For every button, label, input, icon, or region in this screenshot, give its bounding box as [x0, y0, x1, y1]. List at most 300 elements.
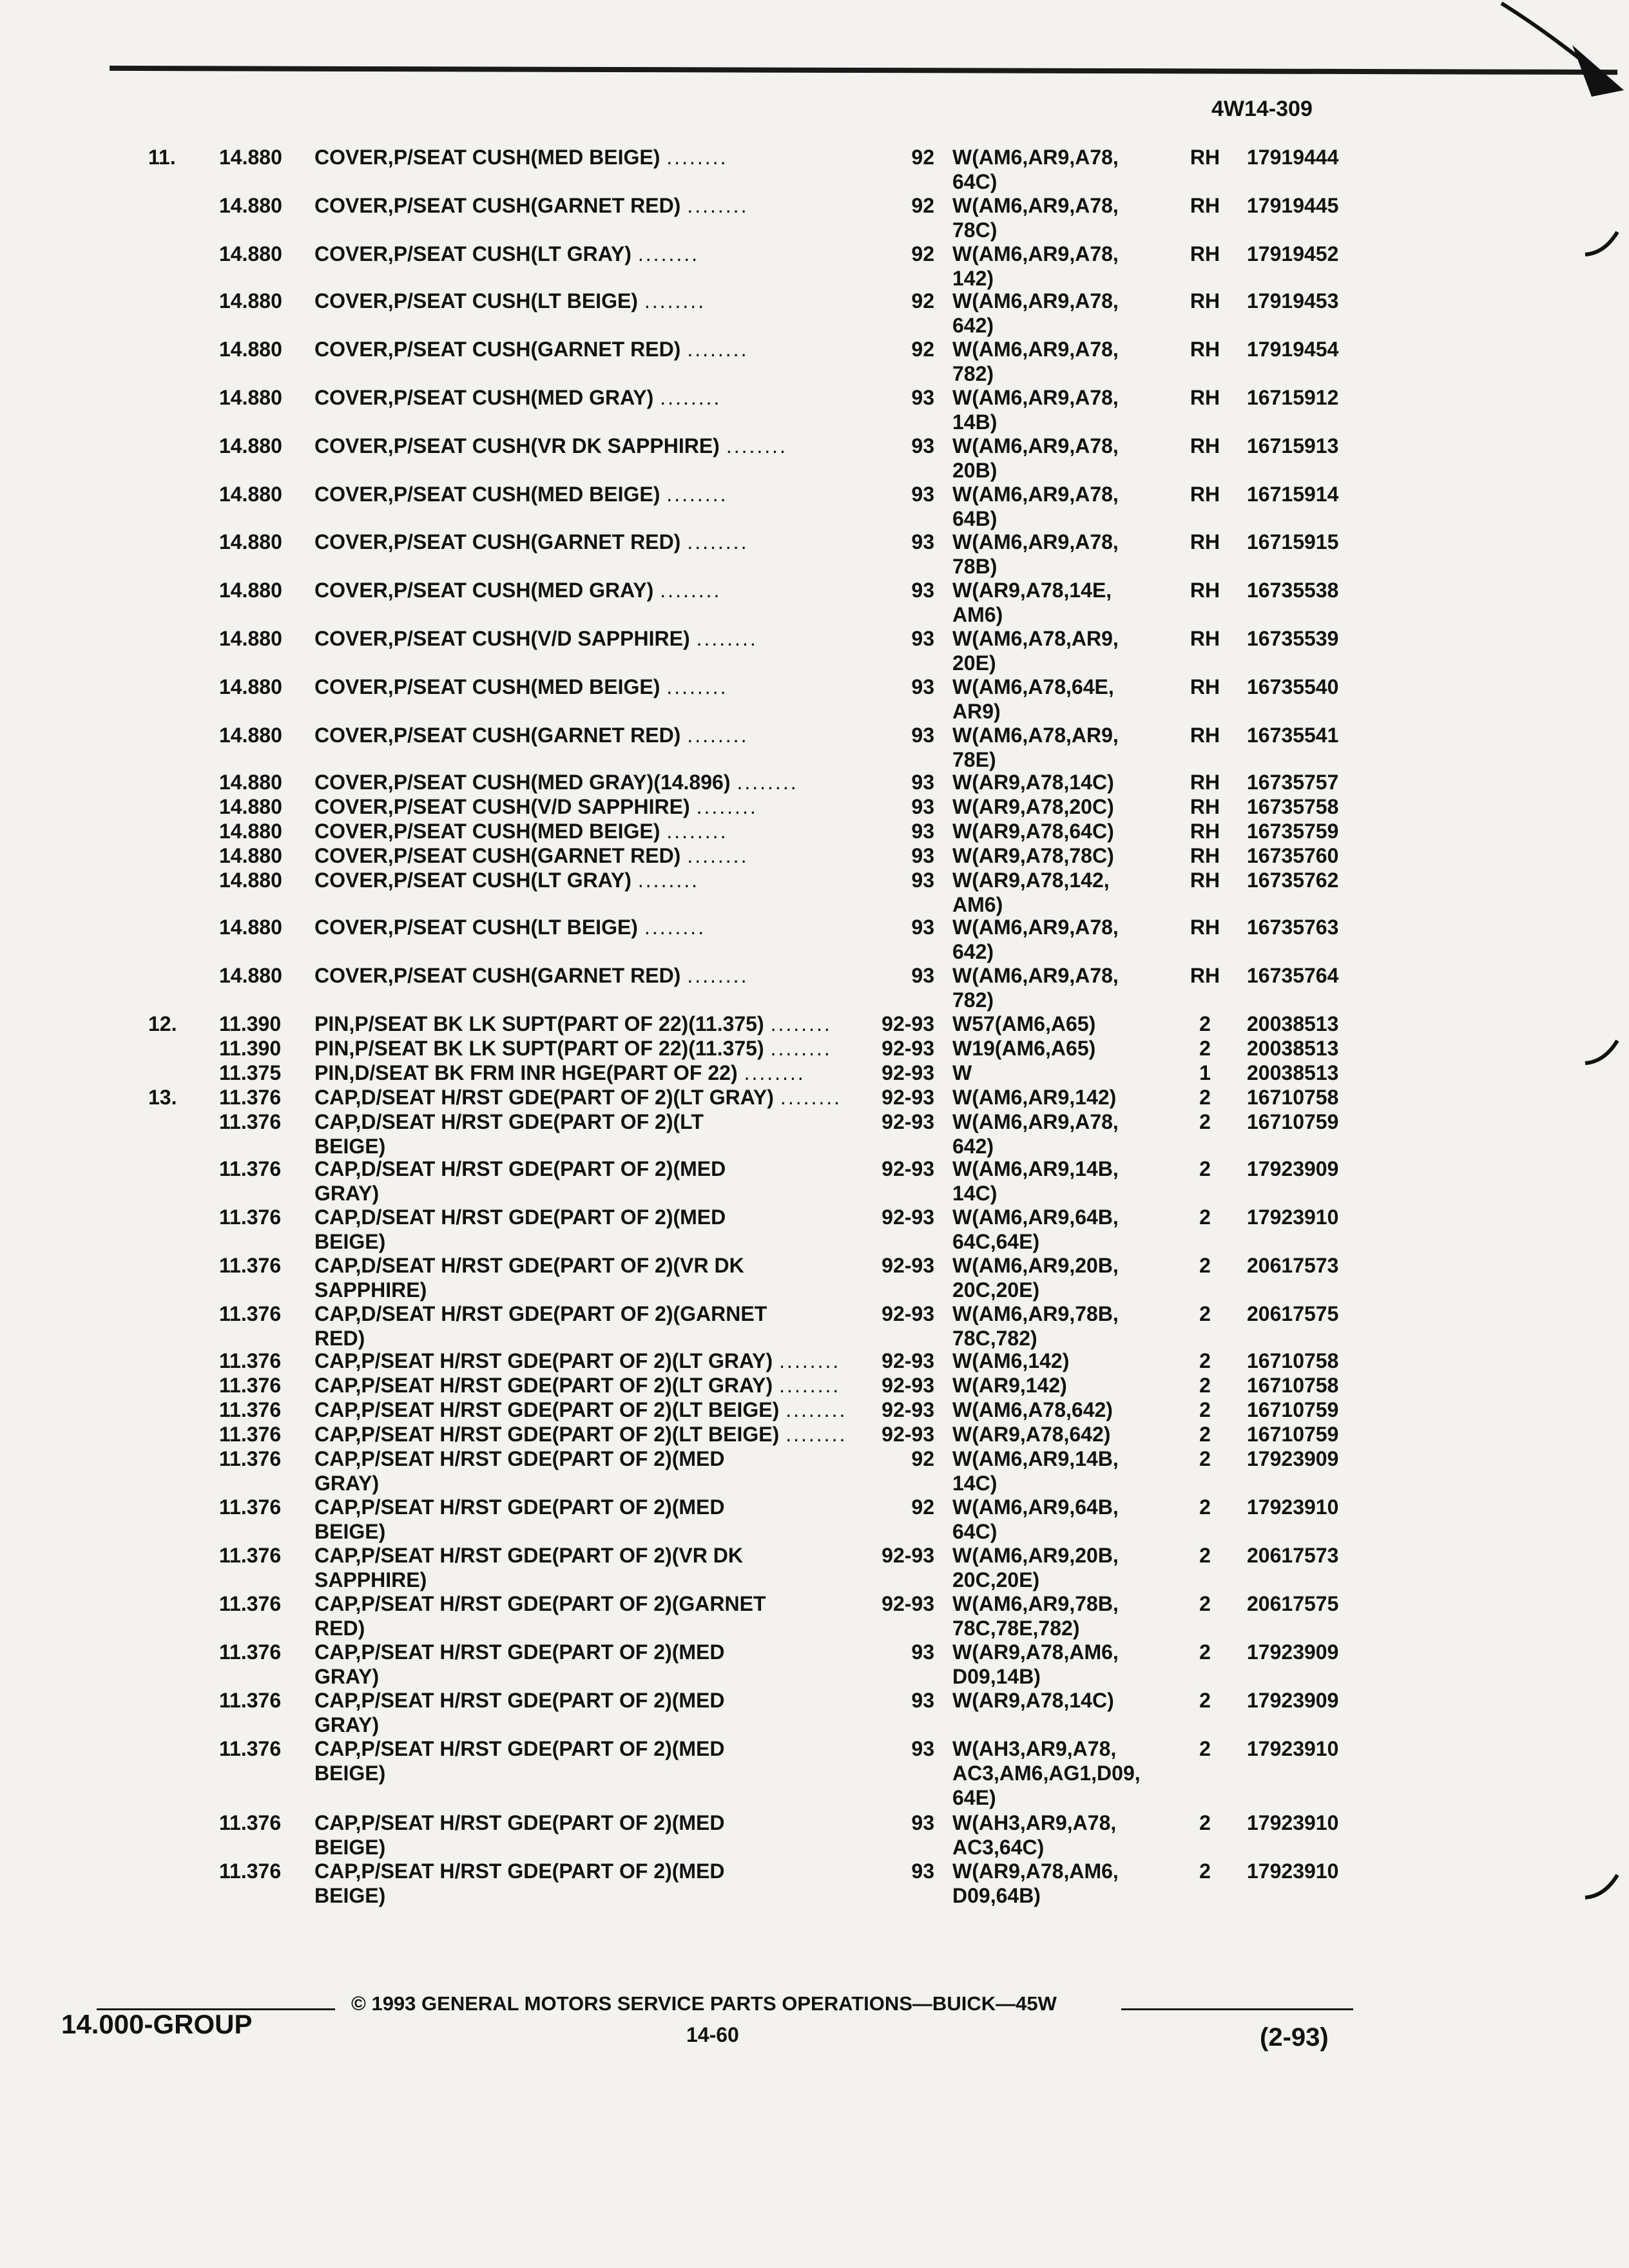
part-description: [314, 770, 798, 794]
application-line: W(AH3,AR9,A78,: [952, 1737, 1117, 1760]
application-line: W(AM6,AR9,142): [952, 1086, 1117, 1109]
part-desc-line: ,P/SEAT BK LK SUPT(PART OF 22)(11.375): [349, 1037, 764, 1060]
part-name: PIN: [314, 1012, 349, 1035]
part-number: 16735539: [1247, 627, 1339, 650]
part-desc-line: BEIGE): [314, 1762, 386, 1785]
part-desc-line: ,P/SEAT CUSH(LT GRAY): [387, 869, 631, 892]
leader-dots: ........: [660, 579, 722, 602]
quantity: RH: [1190, 338, 1220, 361]
part-number: 17919444: [1247, 146, 1339, 169]
application-line: W(AM6,A78,64E,: [952, 675, 1114, 698]
application-line: W(AM6,AR9,64B,: [952, 1206, 1119, 1229]
group-number: 11.376: [219, 1860, 282, 1883]
application-line: 78C): [952, 218, 998, 242]
part-desc-line: GRAY): [314, 1182, 380, 1205]
part-desc-line: ,P/SEAT CUSH(V/D SAPPHIRE): [387, 795, 690, 818]
leader-dots: ........: [687, 844, 749, 867]
part-number: 20617575: [1247, 1592, 1339, 1615]
part-name: CAP: [314, 1447, 356, 1470]
application-line: W(AM6,AR9,78B,: [952, 1302, 1119, 1325]
part-description: [314, 1205, 726, 1254]
application-codes: [952, 1591, 1119, 1640]
leader-dots: ........: [687, 194, 749, 217]
quantity: RH: [1190, 483, 1220, 506]
group-number: 14.880: [219, 795, 282, 818]
group-number: 11.376: [219, 1737, 282, 1760]
part-description: [314, 1373, 840, 1398]
part-number: 16715914: [1247, 483, 1339, 506]
part-number: 20038513: [1247, 1061, 1339, 1084]
part-desc-line: ,P/SEAT CUSH(LT BEIGE): [387, 916, 638, 939]
part-number: 16710759: [1247, 1423, 1339, 1446]
leader-dots: ........: [687, 964, 749, 987]
leader-dots: ........: [666, 483, 728, 506]
quantity: RH: [1190, 627, 1220, 650]
quantity: RH: [1190, 844, 1220, 867]
footer-rule: [1121, 2008, 1353, 2010]
model-year: 92-93: [882, 1157, 934, 1180]
model-year: 93: [911, 771, 934, 794]
application-line: AR9): [952, 700, 1001, 723]
group-number: 14.880: [219, 844, 282, 867]
part-description: [314, 1036, 832, 1061]
part-description: [314, 434, 787, 458]
model-year: 92: [911, 194, 934, 217]
application-codes: [952, 145, 1119, 194]
model-year: 92-93: [882, 1544, 934, 1567]
model-year: 93: [911, 1640, 934, 1664]
group-number: 14.880: [219, 386, 282, 409]
part-number: 17923910: [1247, 1860, 1339, 1883]
quantity: 2: [1199, 1254, 1211, 1277]
part-desc-line: ,P/SEAT CUSH(MED GRAY): [387, 579, 654, 602]
application-codes: [952, 868, 1110, 917]
quantity: RH: [1190, 530, 1220, 553]
part-name: PIN: [314, 1037, 349, 1060]
part-description: [314, 1085, 842, 1110]
application-line: W(AM6,AR9,20B,: [952, 1544, 1119, 1567]
application-line: W(AM6,AR9,78B,: [952, 1592, 1119, 1615]
application-codes: [952, 1061, 972, 1085]
part-description: [314, 1110, 704, 1158]
leader-dots: ........: [726, 434, 787, 457]
part-name: CAP: [314, 1374, 356, 1397]
group-number: 11.376: [219, 1157, 282, 1180]
part-desc-line: ,P/SEAT H/RST GDE(PART OF 2)(MED: [355, 1737, 725, 1760]
leader-dots: ........: [666, 820, 728, 843]
group-number: 11.376: [219, 1592, 282, 1615]
part-desc-line: ,P/SEAT H/RST GDE(PART OF 2)(LT BEIGE): [355, 1423, 780, 1446]
part-description: [314, 1061, 805, 1085]
application-codes: [952, 819, 1114, 843]
application-line: W(AH3,AR9,A78,: [952, 1811, 1117, 1834]
group-number: 14.880: [219, 724, 282, 747]
part-number: 17923909: [1247, 1157, 1339, 1180]
part-name: CAP: [314, 1110, 356, 1133]
application-codes: [952, 1422, 1110, 1446]
part-name: CAP: [314, 1398, 356, 1421]
quantity: RH: [1190, 964, 1220, 987]
model-year: 93: [911, 820, 934, 843]
quantity: 2: [1199, 1349, 1211, 1372]
application-line: 78B): [952, 555, 998, 578]
quantity: RH: [1190, 675, 1220, 698]
model-year: 93: [911, 1860, 934, 1883]
group-number: 11.390: [219, 1037, 282, 1060]
model-year: 92-93: [882, 1206, 934, 1229]
part-name: COVER: [314, 771, 388, 794]
application-codes: [952, 482, 1119, 531]
date-code: (2-93): [1260, 2023, 1329, 2052]
model-year: 93: [911, 579, 934, 602]
part-desc-line: GRAY): [314, 1713, 380, 1736]
part-description: [314, 1157, 726, 1206]
part-desc-line: BEIGE): [314, 1836, 386, 1859]
part-number: 16735757: [1247, 771, 1339, 794]
part-desc-line: ,P/SEAT CUSH(MED GRAY)(14.896): [387, 771, 731, 794]
application-line: 20C,20E): [952, 1568, 1040, 1591]
group-number: 14.880: [219, 483, 282, 506]
leader-dots: ........: [786, 1398, 847, 1421]
part-name: COVER: [314, 194, 388, 217]
part-description: [314, 1688, 724, 1737]
item-number: 13.: [148, 1086, 177, 1109]
part-number: 17919445: [1247, 194, 1339, 217]
part-number: 17923910: [1247, 1495, 1339, 1519]
part-desc-line: ,P/SEAT CUSH(GARNET RED): [387, 724, 681, 747]
application-line: 142): [952, 267, 994, 290]
part-desc-line: BEIGE): [314, 1520, 386, 1543]
application-codes: [952, 675, 1114, 724]
application-line: D09,14B): [952, 1665, 1041, 1688]
quantity: 2: [1199, 1423, 1211, 1446]
group-number: 14.880: [219, 869, 282, 892]
part-name: CAP: [314, 1254, 356, 1277]
quantity: RH: [1190, 916, 1220, 939]
application-line: W(AM6,AR9,A78,: [952, 434, 1119, 457]
application-codes: [952, 1012, 1095, 1036]
part-description: [314, 794, 758, 819]
quantity: RH: [1190, 820, 1220, 843]
application-codes: [952, 770, 1114, 794]
model-year: 93: [911, 530, 934, 553]
part-desc-line: RED): [314, 1617, 365, 1640]
part-description: [314, 1398, 847, 1422]
part-name: COVER: [314, 289, 388, 312]
part-desc-line: ,P/SEAT H/RST GDE(PART OF 2)(GARNET: [355, 1592, 766, 1615]
part-number: 16710758: [1247, 1374, 1339, 1397]
part-desc-line: ,P/SEAT H/RST GDE(PART OF 2)(LT GRAY): [355, 1374, 773, 1397]
model-year: 92-93: [882, 1398, 934, 1421]
part-name: COVER: [314, 916, 388, 939]
application-line: 64C): [952, 170, 998, 193]
application-line: W(AR9,A78,642): [952, 1423, 1111, 1446]
part-number: 16735541: [1247, 724, 1339, 747]
part-number: 17923910: [1247, 1811, 1339, 1834]
application-line: W(AM6,AR9,A78,: [952, 146, 1119, 169]
application-codes: [952, 1085, 1116, 1110]
quantity: 2: [1199, 1811, 1211, 1834]
copyright-text: © 1993 GENERAL MOTORS SERVICE PARTS OPERATIONS—BUICK—45W: [351, 1992, 1057, 2015]
application-line: D09,64B): [952, 1884, 1041, 1907]
application-line: AM6): [952, 603, 1003, 626]
part-description: [314, 1736, 724, 1785]
quantity: RH: [1190, 146, 1220, 169]
page-code: 4W14-309: [1211, 97, 1313, 121]
part-number: 20038513: [1247, 1037, 1339, 1060]
part-desc-line: SAPPHIRE): [314, 1568, 427, 1591]
quantity: RH: [1190, 724, 1220, 747]
leader-dots: ........: [666, 675, 728, 698]
quantity: RH: [1190, 194, 1220, 217]
part-number: 16715912: [1247, 386, 1339, 409]
quantity: 2: [1199, 1086, 1211, 1109]
part-number: 16710758: [1247, 1086, 1339, 1109]
application-line: 642): [952, 1135, 994, 1158]
model-year: 93: [911, 1811, 934, 1834]
model-year: 92-93: [882, 1254, 934, 1277]
model-year: 93: [911, 386, 934, 409]
part-desc-line: ,P/SEAT CUSH(MED GRAY): [387, 386, 654, 409]
application-line: W(AM6,A78,AR9,: [952, 724, 1119, 747]
part-desc-line: ,P/SEAT CUSH(GARNET RED): [387, 194, 681, 217]
part-number: 17923910: [1247, 1737, 1339, 1760]
application-codes: [952, 578, 1112, 627]
quantity: 2: [1199, 1157, 1211, 1180]
group-number: 11.376: [219, 1640, 282, 1664]
application-line: 20B): [952, 459, 998, 482]
part-desc-line: ,P/SEAT CUSH(GARNET RED): [387, 964, 681, 987]
quantity: 2: [1199, 1860, 1211, 1883]
quantity: RH: [1190, 771, 1220, 794]
group-number: 11.376: [219, 1811, 282, 1834]
quantity: RH: [1190, 869, 1220, 892]
part-desc-line: ,P/SEAT H/RST GDE(PART OF 2)(MED: [355, 1447, 725, 1470]
application-codes: [952, 1205, 1119, 1254]
part-name: COVER: [314, 434, 388, 457]
part-desc-line: BEIGE): [314, 1884, 386, 1907]
part-description: [314, 1495, 724, 1544]
model-year: 92-93: [882, 1110, 934, 1133]
part-description: [314, 145, 728, 169]
leader-dots: ........: [786, 1423, 847, 1446]
leader-dots: ........: [637, 869, 700, 892]
application-line: W(AR9,A78,142,: [952, 869, 1110, 892]
application-line: W(AM6,AR9,A78,: [952, 483, 1119, 506]
model-year: 93: [911, 1689, 934, 1712]
part-desc-line: ,D/SEAT H/RST GDE(PART OF 2)(LT GRAY): [355, 1086, 774, 1109]
part-number: 16735763: [1247, 916, 1339, 939]
model-year: 92-93: [882, 1061, 934, 1084]
application-line: W(AM6,AR9,A78,: [952, 194, 1119, 217]
leader-dots: ........: [696, 795, 758, 818]
part-desc-line: ,P/SEAT CUSH(GARNET RED): [387, 844, 681, 867]
leader-dots: ........: [779, 1374, 841, 1397]
part-description: [314, 578, 721, 602]
part-description: [314, 1012, 832, 1036]
leader-dots: ........: [637, 242, 700, 265]
leader-dots: ........: [687, 724, 749, 747]
page-number: 14-60: [686, 2023, 739, 2046]
part-desc-line: ,P/SEAT CUSH(MED BEIGE): [387, 820, 660, 843]
model-year: 93: [911, 1737, 934, 1760]
quantity: RH: [1190, 434, 1220, 457]
part-description: [314, 843, 748, 868]
leader-dots: ........: [660, 386, 722, 409]
application-codes: [952, 1036, 1095, 1061]
application-codes: [952, 1543, 1119, 1592]
quantity: 2: [1199, 1110, 1211, 1133]
part-description: [314, 1446, 724, 1495]
application-line: AM6): [952, 893, 1003, 916]
part-name: CAP: [314, 1640, 356, 1664]
quantity: RH: [1190, 795, 1220, 818]
part-description: [314, 337, 748, 361]
model-year: 93: [911, 434, 934, 457]
model-year: 92-93: [882, 1037, 934, 1060]
quantity: 2: [1199, 1640, 1211, 1664]
application-line: W(AM6,AR9,20B,: [952, 1254, 1119, 1277]
part-name: CAP: [314, 1544, 356, 1567]
model-year: 92-93: [882, 1349, 934, 1372]
part-description: [314, 1640, 724, 1689]
application-line: W(AM6,AR9,A78,: [952, 1110, 1119, 1133]
quantity: 2: [1199, 1495, 1211, 1519]
part-name: CAP: [314, 1811, 356, 1834]
part-desc-line: ,P/SEAT CUSH(MED BEIGE): [387, 675, 660, 698]
part-description: [314, 1302, 767, 1350]
application-codes: [952, 1253, 1119, 1302]
application-codes: [952, 1495, 1119, 1544]
part-desc-line: ,P/SEAT CUSH(VR DK SAPPHIRE): [387, 434, 720, 457]
group-number: 14.880: [219, 194, 282, 217]
application-line: 642): [952, 314, 994, 337]
part-number: 17919452: [1247, 242, 1339, 265]
application-line: W(AR9,A78,14C): [952, 771, 1114, 794]
application-line: W(AM6,A78,642): [952, 1398, 1113, 1421]
part-description: [314, 626, 758, 651]
part-desc-line: ,P/SEAT H/RST GDE(PART OF 2)(MED: [355, 1640, 725, 1664]
part-description: [314, 289, 706, 313]
application-codes: [952, 794, 1114, 819]
group-number: 14.880: [219, 242, 282, 265]
leader-dots: ........: [737, 771, 798, 794]
part-name: COVER: [314, 483, 388, 506]
group-number: 14.880: [219, 675, 282, 698]
quantity: 2: [1199, 1689, 1211, 1712]
part-number: 16735762: [1247, 869, 1339, 892]
application-line: W(AR9,A78,14E,: [952, 579, 1112, 602]
part-name: COVER: [314, 844, 388, 867]
application-line: 14C): [952, 1182, 998, 1205]
part-number: 17919453: [1247, 289, 1339, 312]
model-year: 93: [911, 483, 934, 506]
application-line: 20C,20E): [952, 1278, 1040, 1302]
part-name: COVER: [314, 795, 388, 818]
quantity: 2: [1199, 1302, 1211, 1325]
group-number: 11.375: [219, 1061, 282, 1084]
part-desc-line: BEIGE): [314, 1135, 386, 1158]
application-codes: [952, 1640, 1119, 1689]
group-number: 14.880: [219, 434, 282, 457]
part-desc-line: SAPPHIRE): [314, 1278, 427, 1302]
quantity: RH: [1190, 386, 1220, 409]
leader-dots: ........: [696, 627, 758, 650]
group-number: 11.376: [219, 1423, 282, 1446]
group-number: 11.376: [219, 1544, 282, 1567]
application-codes: [952, 723, 1119, 772]
group-number: 11.376: [219, 1086, 282, 1109]
application-line: W(AR9,142): [952, 1374, 1067, 1397]
part-name: CAP: [314, 1206, 356, 1229]
application-line: W(AM6,AR9,A78,: [952, 530, 1119, 553]
part-desc-line: ,P/SEAT H/RST GDE(PART OF 2)(MED: [355, 1860, 725, 1883]
model-year: 93: [911, 795, 934, 818]
part-desc-line: ,P/SEAT H/RST GDE(PART OF 2)(VR DK: [355, 1544, 743, 1567]
model-year: 92: [911, 1495, 934, 1519]
part-description: [314, 963, 748, 988]
part-name: CAP: [314, 1592, 356, 1615]
part-description: [314, 242, 699, 266]
model-year: 93: [911, 675, 934, 698]
part-name: COVER: [314, 146, 388, 169]
part-desc-line: ,P/SEAT CUSH(GARNET RED): [387, 530, 681, 553]
part-desc-line: RED): [314, 1327, 365, 1350]
part-desc-line: ,D/SEAT H/RST GDE(PART OF 2)(MED: [355, 1206, 726, 1229]
model-year: 92: [911, 146, 934, 169]
application-codes: [952, 1811, 1116, 1860]
quantity: 2: [1199, 1447, 1211, 1470]
group-number: 11.376: [219, 1689, 282, 1712]
leader-dots: ........: [666, 146, 728, 169]
quantity: 2: [1199, 1592, 1211, 1615]
application-line: W(AM6,AR9,64B,: [952, 1495, 1119, 1519]
model-year: 92: [911, 242, 934, 265]
part-name: COVER: [314, 386, 388, 409]
quantity: 2: [1199, 1012, 1211, 1035]
part-desc-line: ,P/SEAT H/RST GDE(PART OF 2)(LT GRAY): [355, 1349, 773, 1372]
item-number: 11.: [148, 146, 176, 169]
leader-dots: ........: [780, 1086, 842, 1109]
application-line: W(AM6,AR9,A78,: [952, 964, 1119, 987]
application-line: W(AR9,A78,AM6,: [952, 1860, 1119, 1883]
application-codes: [952, 963, 1119, 1012]
part-number: 17919454: [1247, 338, 1339, 361]
model-year: 92-93: [882, 1592, 934, 1615]
part-name: PIN: [314, 1061, 349, 1084]
part-description: [314, 723, 748, 747]
part-desc-line: ,P/SEAT H/RST GDE(PART OF 2)(MED: [355, 1811, 725, 1834]
application-line: 64B): [952, 507, 998, 530]
part-number: 16735764: [1247, 964, 1339, 987]
application-codes: [952, 1859, 1119, 1908]
part-desc-line: ,D/SEAT H/RST GDE(PART OF 2)(VR DK: [355, 1254, 744, 1277]
part-description: [314, 1422, 847, 1446]
application-line: AC3,64C): [952, 1836, 1045, 1859]
model-year: 93: [911, 627, 934, 650]
part-desc-line: GRAY): [314, 1665, 380, 1688]
group-number: 14.880: [219, 820, 282, 843]
group-number: 11.376: [219, 1302, 282, 1325]
part-number: 17923909: [1247, 1689, 1339, 1712]
part-description: [314, 819, 728, 843]
application-line: 64C): [952, 1520, 998, 1543]
quantity: RH: [1190, 289, 1220, 312]
application-line: W(AR9,A78,64C): [952, 820, 1114, 843]
model-year: 92-93: [882, 1423, 934, 1446]
part-description: [314, 915, 706, 939]
quantity: 2: [1199, 1398, 1211, 1421]
